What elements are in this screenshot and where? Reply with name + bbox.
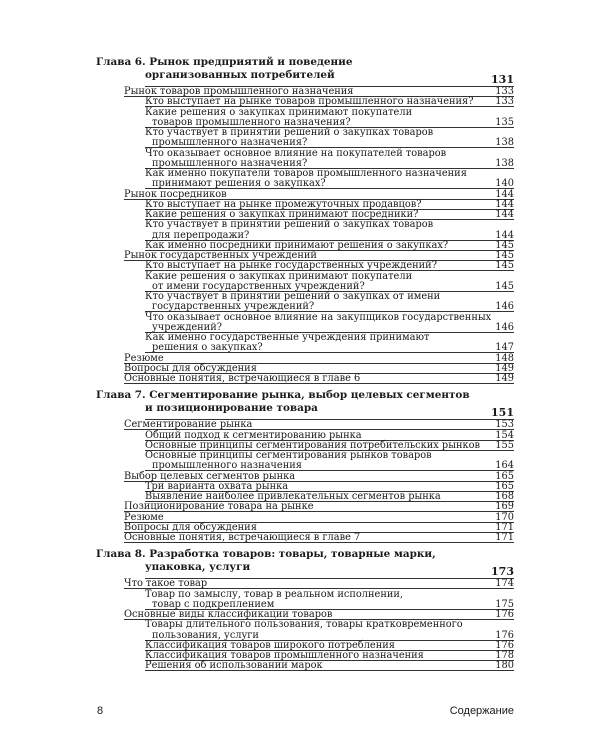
subsection-entry: Кто участвует в принятии решений о закупках от имени — [145, 291, 441, 302]
subsection-entry: Кто участвует в принятии решений о закупках товаров — [145, 219, 434, 231]
section-entry: Резюме — [124, 352, 164, 364]
entry-page-number: 138 — [495, 137, 514, 149]
entry-rule — [124, 383, 514, 384]
entry-page-number: 146 — [495, 321, 514, 333]
subsection-entry: Кто выступает на рынке товаров промышленного назначения? — [145, 96, 474, 108]
subsection-entry: Какие решения о закупках принимают покупатели — [145, 106, 413, 118]
section-entry: Сегментирование рынка — [124, 419, 253, 431]
subsection-entry: Классификация товаров широкого потребления — [145, 639, 395, 651]
subsection-entry: Кто участвует в принятии решений о закупках товаров — [145, 127, 434, 138]
entry-page-number: 133 — [495, 96, 514, 108]
entry-page-number: 175 — [495, 598, 514, 610]
entry-page-number: 176 — [495, 609, 514, 620]
section-entry: Рынок государственных учреждений — [124, 250, 317, 261]
entry-page-number: 135 — [495, 116, 514, 128]
subsection-entry: от имени государственных учреждений? — [152, 280, 365, 292]
subsection-entry: Как именно государственные учреждения принимают — [145, 332, 430, 343]
subsection-entry: Товар по замыслу, товар в реальном исполнении, — [145, 588, 404, 600]
entry-page-number: 178 — [495, 650, 514, 661]
section-entry: Резюме — [124, 511, 164, 523]
chapter-page-number: 173 — [491, 564, 514, 578]
footer-section-title: Содержание — [449, 705, 514, 717]
entry-page-number: 133 — [495, 86, 514, 97]
entry-rule — [145, 352, 514, 353]
entry-page-number: 148 — [495, 352, 514, 364]
subsection-entry: Кто выступает на рынке государственных учреждений? — [145, 260, 437, 272]
entry-page-number: 165 — [495, 480, 514, 492]
entry-page-number: 147 — [495, 342, 514, 354]
subsection-entry: промышленного назначения — [152, 460, 302, 472]
subsection-entry: товар с подкреплением — [152, 598, 275, 610]
chapter-title: организованных потребителей — [145, 68, 335, 81]
subsection-entry: государственных учреждений? — [152, 301, 315, 313]
section-entry: Рынок посредников — [124, 188, 227, 200]
subsection-entry: товаров промышленного назначения? — [152, 116, 351, 128]
subsection-entry: принимают решения о закупках? — [152, 178, 326, 190]
entry-page-number: 146 — [495, 301, 514, 313]
entry-page-number: 170 — [495, 511, 514, 523]
entry-page-number: 144 — [495, 209, 514, 220]
entry-page-number: 145 — [495, 250, 514, 261]
entry-page-number: 145 — [495, 280, 514, 292]
subsection-entry: Классификация товаров промышленного назначения — [145, 650, 424, 661]
subsection-entry: Кто выступает на рынке промежуточных продавцов? — [145, 198, 422, 210]
subsection-entry: пользования, услуги — [152, 629, 259, 641]
section-entry: Выбор целевых сегментов рынка — [124, 470, 296, 482]
subsection-entry: учреждений? — [152, 321, 222, 333]
entry-page-number: 144 — [495, 229, 514, 241]
entry-page-number: 138 — [495, 157, 514, 169]
subsection-entry: Что оказывает основное влияние на покупателей товаров — [145, 147, 447, 159]
entry-page-number: 149 — [495, 373, 514, 384]
entry-page-number: 145 — [495, 239, 514, 251]
subsection-entry: Основные принципы сегментирования рынков товаров — [145, 450, 432, 461]
entry-page-number: 176 — [495, 629, 514, 641]
chapter-title: Глава 6. Рынок предприятий и поведение — [96, 56, 353, 68]
section-entry: Вопросы для обсуждения — [124, 362, 257, 374]
entry-page-number: 149 — [495, 362, 514, 374]
subsection-entry: Товары длительного пользования, товары кратковременного — [145, 619, 463, 631]
section-entry: Что такое товар — [124, 578, 208, 590]
subsection-entry: Решения об использовании марок — [145, 660, 323, 672]
entry-page-number: 180 — [495, 660, 514, 672]
entry-page-number: 153 — [495, 419, 514, 431]
footer-page-number: 8 — [97, 705, 104, 717]
subsection-entry: Общий подход к сегментированию рынка — [145, 429, 362, 441]
subsection-entry: промышленного назначения? — [152, 137, 308, 149]
chapter-title: Глава 7. Сегментирование рынка, выбор целевых сегментов — [96, 389, 470, 402]
entry-rule — [145, 670, 514, 671]
subsection-entry: промышленного назначения? — [152, 157, 308, 169]
chapter-title: Глава 8. Разработка товаров: товары, товарные марки, — [96, 548, 436, 561]
entry-page-number: 169 — [495, 501, 514, 513]
subsection-entry: Что оказывает основное влияние на закупщиков государственных — [145, 311, 492, 323]
section-entry: Основные понятия, встречающиеся в главе 7 — [124, 532, 361, 543]
entry-rule — [124, 542, 514, 543]
chapter-title: и позиционирование товара — [145, 401, 318, 414]
section-entry: Вопросы для обсуждения — [124, 521, 257, 533]
entry-page-number: 171 — [495, 532, 514, 543]
entry-page-number: 154 — [495, 429, 514, 441]
subsection-entry: Какие решения о закупках принимают покупатели — [145, 270, 413, 282]
entry-page-number: 140 — [495, 178, 514, 190]
section-entry: Основные виды классификации товаров — [124, 609, 333, 620]
entry-page-number: 145 — [495, 260, 514, 272]
entry-page-number: 176 — [495, 639, 514, 651]
section-entry: Позиционирование товара на рынке — [124, 501, 314, 513]
subsection-entry: Основные принципы сегментирования потребительских рынков — [145, 439, 481, 451]
entry-page-number: 155 — [495, 439, 514, 451]
entry-page-number: 164 — [495, 460, 514, 472]
subsection-entry: для перепродажи? — [152, 229, 250, 241]
entry-page-number: 165 — [495, 470, 514, 482]
section-entry: Рынок товаров промышленного назначения — [124, 86, 354, 97]
section-entry: Основные понятия, встречающиеся в главе 6 — [124, 373, 361, 384]
entry-page-number: 174 — [495, 578, 514, 590]
entry-page-number: 168 — [495, 491, 514, 502]
subsection-entry: Как именно покупатели товаров промышленного назначения — [145, 168, 467, 179]
chapter-page-number: 131 — [491, 72, 514, 86]
entry-rule — [124, 511, 514, 512]
subsection-entry: Какие решения о закупках принимают посредники? — [145, 209, 419, 220]
chapter-title: упаковка, услуги — [145, 560, 251, 573]
subsection-entry: Три варианта охвата рынка — [145, 480, 289, 492]
subsection-entry: решения о закупках? — [152, 342, 263, 354]
subsection-entry: Выявление наиболее привлекательных сегментов рынка — [145, 491, 441, 502]
subsection-entry: Как именно посредники принимают решения о закупках? — [145, 239, 449, 251]
chapter-page-number: 151 — [491, 405, 514, 419]
entry-page-number: 171 — [495, 521, 514, 533]
entry-page-number: 144 — [495, 188, 514, 200]
entry-page-number: 144 — [495, 198, 514, 210]
